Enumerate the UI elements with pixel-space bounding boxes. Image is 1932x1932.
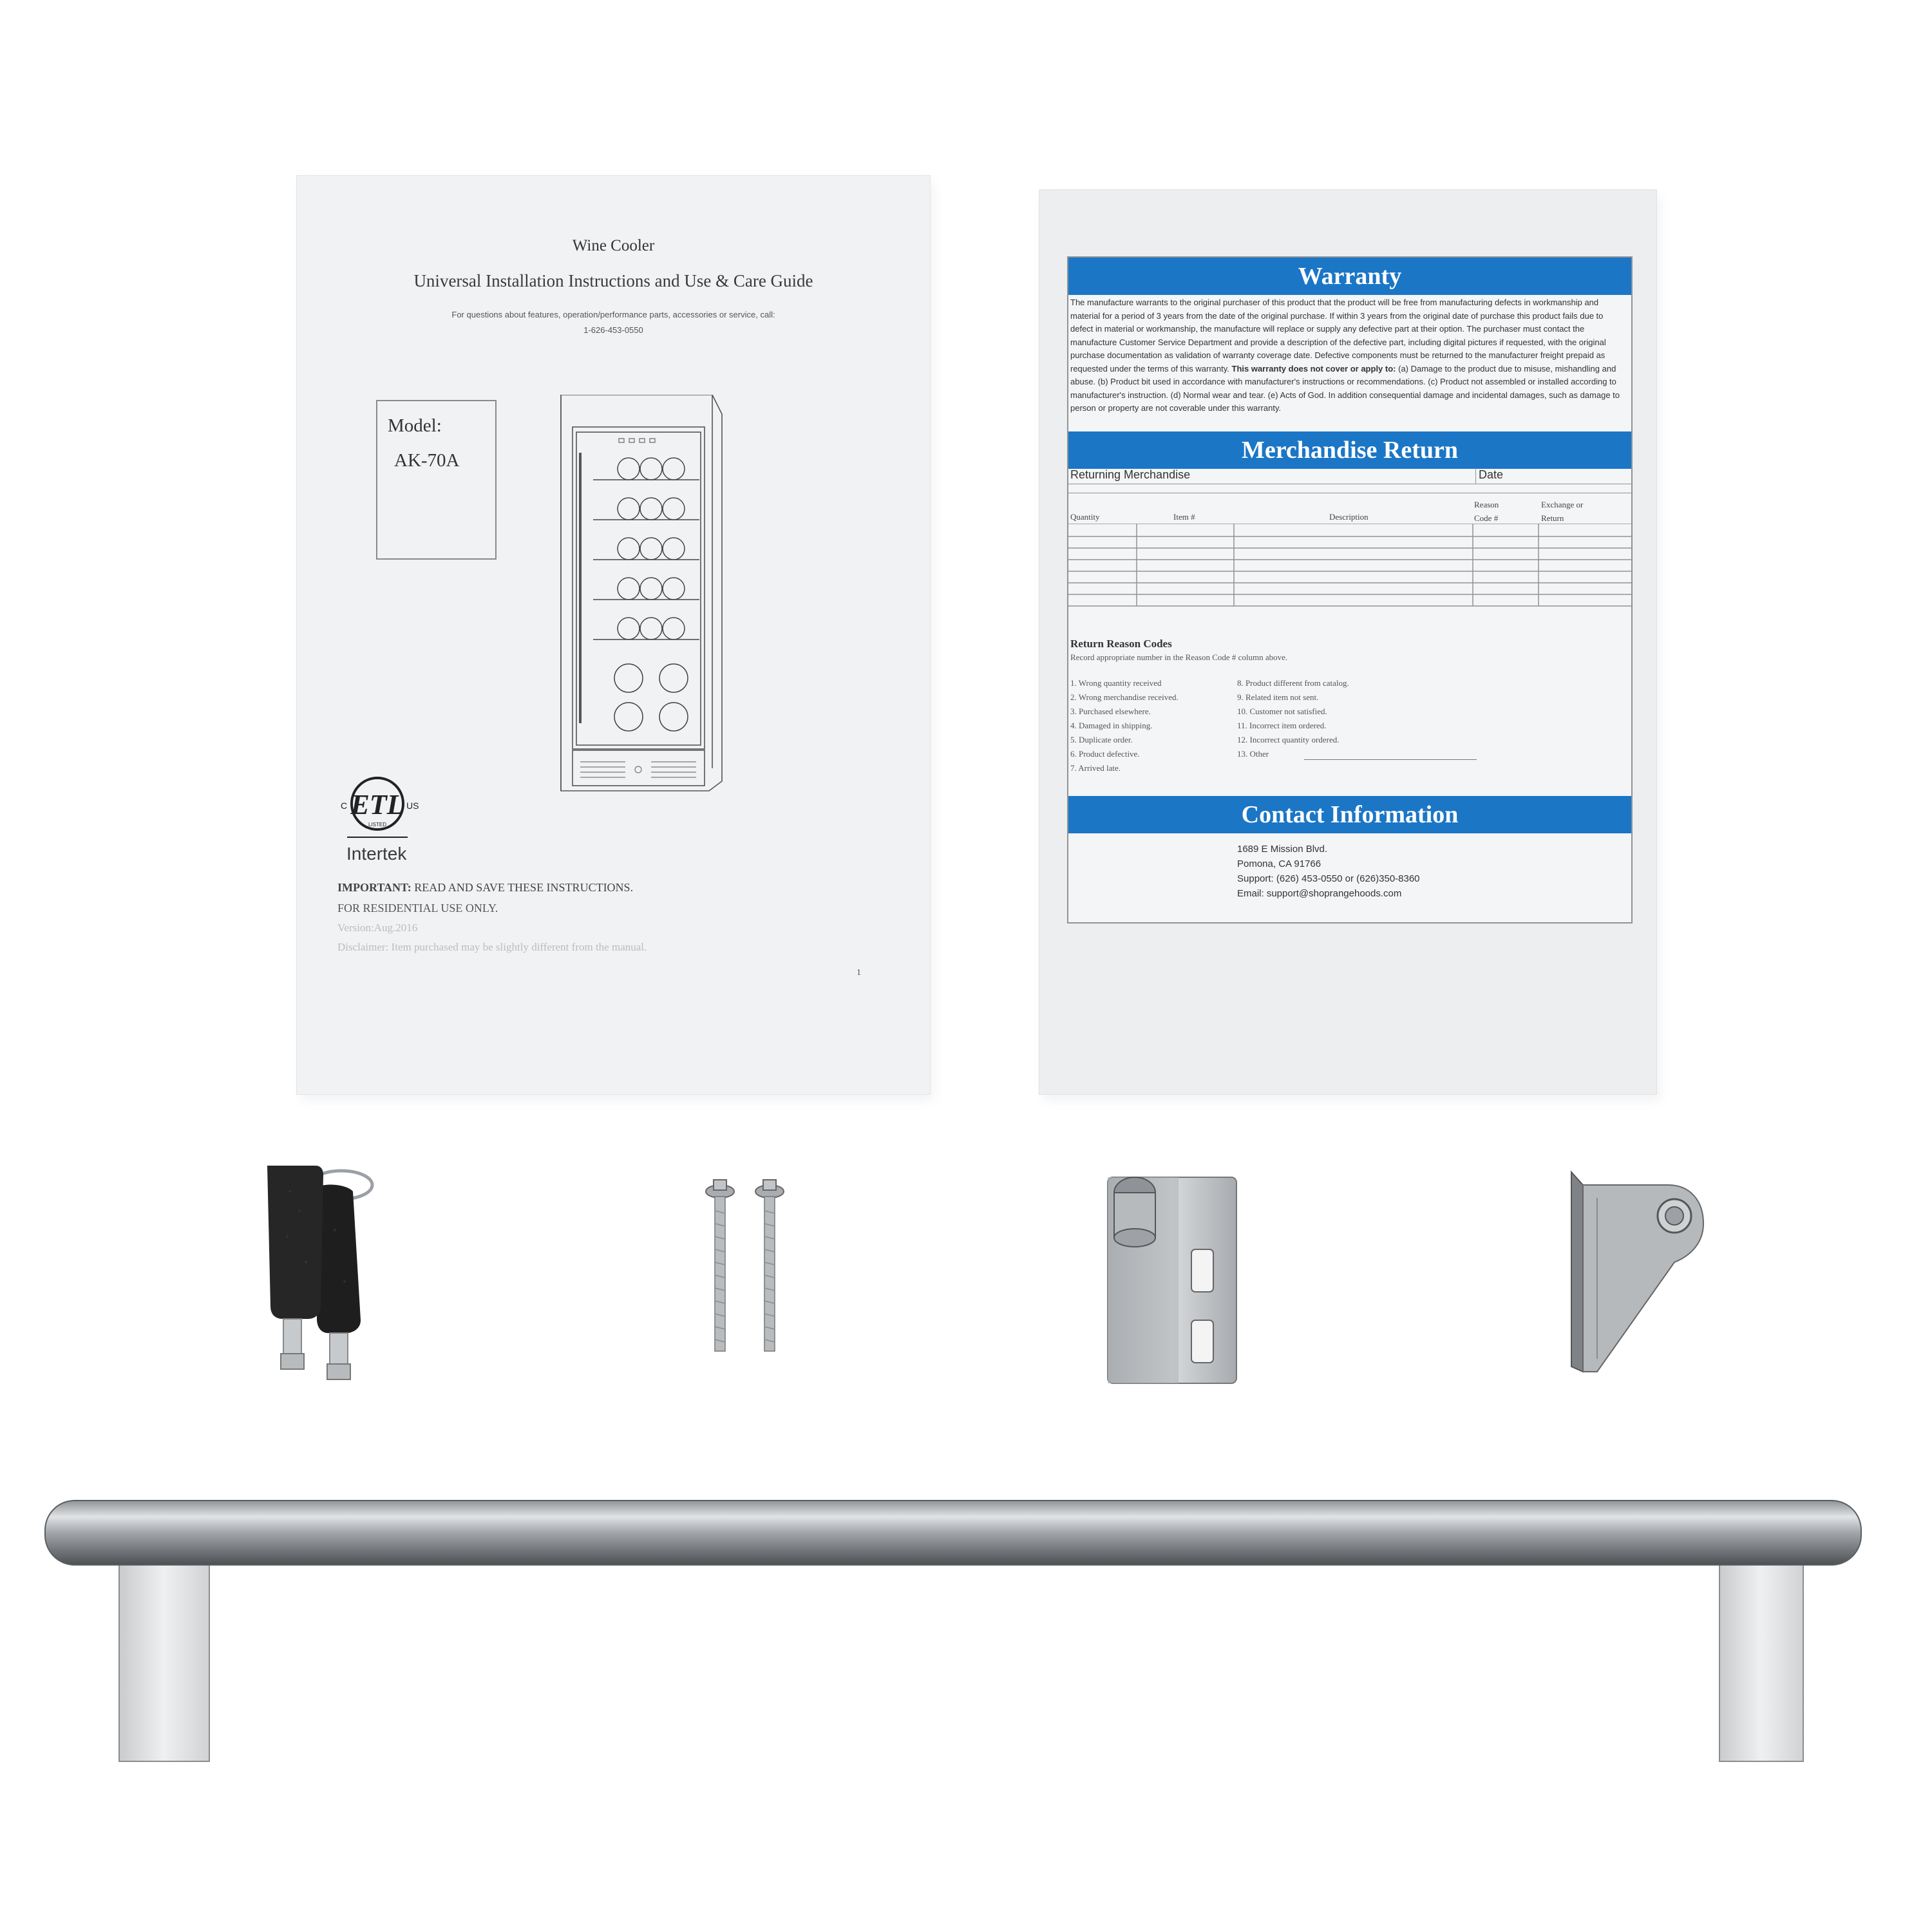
important-text: READ AND SAVE THESE INSTRUCTIONS.	[411, 881, 634, 894]
model-box	[376, 400, 497, 560]
other-underline	[1304, 759, 1477, 760]
code-item: 12. Incorrect quantity ordered.	[1237, 735, 1340, 744]
merchandise-return-banner: Merchandise Return	[1068, 431, 1631, 469]
manual-booklet	[297, 176, 930, 1094]
svg-text:C: C	[341, 800, 348, 811]
wine-cooler-illustration-icon	[554, 395, 786, 794]
manual-title: Wine Cooler	[572, 237, 655, 254]
page-number: 1	[857, 968, 861, 978]
residential-note: FOR RESIDENTIAL USE ONLY.	[337, 902, 498, 914]
manual-subtitle: Universal Installation Instructions and Use & Care Guide	[413, 271, 813, 290]
important-bold: IMPORTANT:	[337, 881, 412, 894]
svg-text:ETL: ETL	[350, 789, 404, 820]
intertek-label: Intertek	[346, 844, 407, 864]
warranty-sheet	[1039, 190, 1656, 1094]
version-note: Version:Aug.2016	[337, 922, 418, 934]
col-item: Item #	[1173, 512, 1195, 522]
keys-icon	[245, 1153, 399, 1391]
code-item: 9. Related item not sent.	[1237, 692, 1319, 702]
disclaimer-note: Disclaimer: Item purchased may be slightly different from the manual.	[337, 941, 647, 953]
warranty-text	[1070, 296, 1628, 415]
code-item: 6. Product defective.	[1070, 749, 1140, 759]
contact-line: 1689 E Mission Blvd.	[1237, 844, 1328, 855]
code-item: 10. Customer not satisfied.	[1237, 706, 1327, 716]
col-exchange: Exchange or Return	[1541, 500, 1584, 523]
manual-phone: 1-626-453-0550	[583, 325, 643, 335]
screws-icon	[696, 1172, 799, 1365]
code-item: 8. Product different from catalog.	[1237, 678, 1349, 688]
codes-subtitle: Record appropriate number in the Reason Code # column above.	[1070, 652, 1288, 662]
etl-listed-logo-icon	[336, 772, 419, 842]
manual-questions: For questions about features, operation/performance parts, accessories or service, call:	[451, 310, 775, 319]
col-quantity: Quantity	[1070, 512, 1100, 522]
warranty-form	[1067, 256, 1633, 923]
door-handle-icon	[39, 1494, 1893, 1797]
svg-text:LISTED: LISTED	[368, 822, 387, 828]
warranty-text-b: (a) Damage to the product due to misuse, mishandling and abuse. (b) Product bit used in accordance with manufacturer's instructions or recommendations. (c) Product not assembled or installed according to manufacturer's instruction. (d) Normal wear and tear. (e) Acts of God. In addition consequential damage and incidental damages, such as damage to person or property are not coverable under this warranty.	[1070, 363, 1620, 413]
warranty-text-bold: This warranty does not cover or apply to:	[1231, 363, 1396, 374]
codes-left-list	[1070, 678, 1238, 788]
contact-line: Email: support@shoprangehoods.com	[1237, 888, 1402, 899]
codes-right-list	[1237, 678, 1495, 788]
col-reason: Reason Code #	[1474, 500, 1499, 523]
warranty-banner: Warranty	[1068, 258, 1631, 295]
code-item: 4. Damaged in shipping.	[1070, 721, 1153, 730]
code-item: 7. Arrived late.	[1070, 763, 1121, 773]
svg-text:US: US	[406, 800, 419, 811]
contact-line: Support: (626) 453-0550 or (626)350-8360	[1237, 873, 1420, 884]
codes-title: Return Reason Codes	[1070, 638, 1172, 650]
code-item: 2. Wrong merchandise received.	[1070, 692, 1179, 702]
model-label: Model:	[388, 415, 442, 436]
code-item: 5. Duplicate order.	[1070, 735, 1133, 744]
date-label: Date	[1475, 468, 1503, 484]
model-value: AK-70A	[394, 450, 460, 471]
warranty-text-a: The manufacture warrants to the original purchaser of this product that the product will be free from manufacturing defects in workmanship and material for a period of 3 years from the date of the original purchase. If within 3 years from the original date of purchase this product fails due to defect in material or workmanship, the manufacture will replace or supply any defective part at their option. The purchaser must contact the manufacture Customer Service Department and provide a description of the defective part, including digital pictures if requested, with the original purchase documentation as validation of warranty coverage date. Defective components must be returned to the manufacturer freight prepaid as requested under the terms of this warranty.	[1070, 298, 1606, 374]
contact-line: Pomona, CA 91766	[1237, 858, 1321, 869]
code-item: 3. Purchased elsewhere.	[1070, 706, 1151, 716]
return-table	[1068, 493, 1631, 628]
returning-row	[1068, 468, 1631, 484]
return-table-grid-icon	[1068, 524, 1631, 614]
contact-block	[1068, 837, 1631, 914]
contact-banner: Contact Information	[1068, 796, 1631, 833]
code-item: 1. Wrong quantity received	[1070, 678, 1162, 688]
returning-label: Returning Merchandise	[1070, 468, 1191, 481]
code-item: 11. Incorrect item ordered.	[1237, 721, 1327, 730]
col-description: Description	[1329, 512, 1368, 522]
hinge-plate-icon	[1095, 1166, 1249, 1391]
important-note	[337, 881, 633, 895]
code-item: 13. Other	[1237, 749, 1269, 759]
hinge-bracket-icon	[1558, 1166, 1713, 1378]
